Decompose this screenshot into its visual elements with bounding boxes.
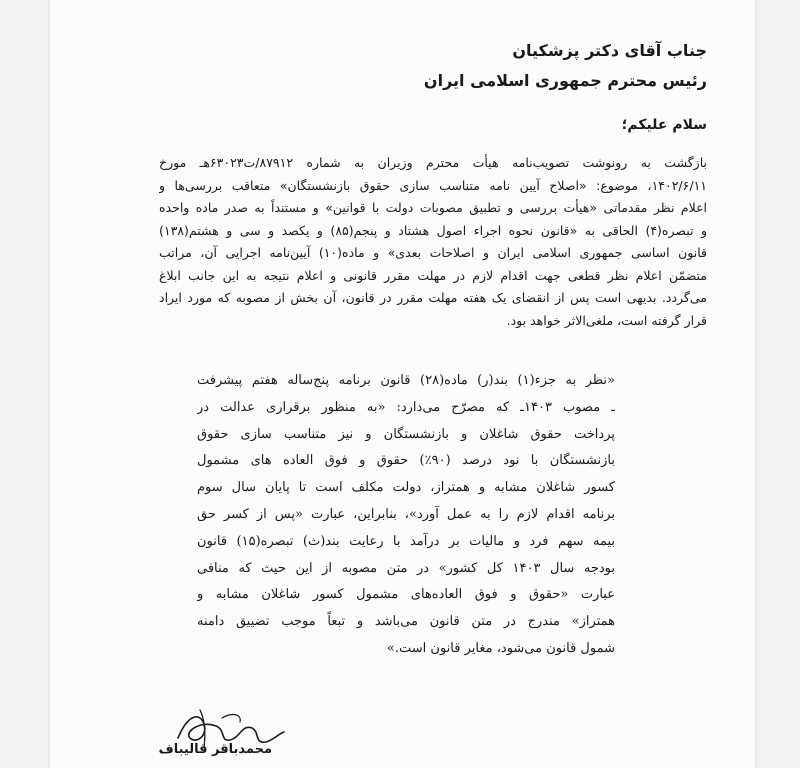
body-line: بازگشت به رونوشت تصویب‌نامه هیأت محترم وزیران به شماره ۸۷۹۱۲/ت۶۳۰۲۳هـ مورخ [159,155,707,170]
recipient-block [424,36,707,96]
quote-line: برنامه اقدام لازم را به عمل آورد»، بنابراین، عبارت «پس از کسر حق [197,506,615,522]
body-line: متضمّن اعلام نظر قطعی جهت اقدام لازم در مهلت مقرر قانونی و اعلام نتیجه به این جانب ابلاغ [159,267,707,283]
quote-line: بیمه سهم فرد و مالیات بر درآمد با رعایت بند(ث) تبصره(۱۵) قانون [197,533,615,549]
quote-line: پرداخت حقوق شاغلان و بازنشستگان و نیز متناسب سازی حقوق [197,426,615,442]
quote-line: «نظر به جزء(۱) بند(ر) ماده(۲۸) قانون برنامه پنج‌ساله هفتم پیشرفت [197,373,615,388]
greeting: سلام علیکم؛ [621,117,707,133]
body-line: ۱۴۰۲/۶/۱۱، موضوع: «اصلاح آیین نامه متناسب سازی حقوق بازنشستگان» متعاقب بررسی‌ها و [159,177,707,193]
body-line: و تبصره(۴) الحاقی به «قانون نحوه اجراء اصول هشتاد و پنجم(۸۵) و یکصد و سی و هشتم(۱۳۸) [159,222,707,238]
recipient-title: جناب آقای دکتر پزشکیان [512,41,707,60]
letter-page [50,0,755,768]
signature-block [160,712,300,768]
quote-line: عبارت «حقوق و فوق العاده‌های مشمول کسور شاغلان مشابه و [197,587,615,603]
body-line: قرار گرفته است، ملغی‌الاثر خواهد بود. [506,312,707,328]
body-line: اعلام نظر مقدماتی «هیأت بررسی و تطبیق مصوبات دولت با قوانین» و مستنداً به صدر ماده واحده [159,200,707,215]
recipient-position: رئیس محترم جمهوری اسلامی ایران [423,71,707,90]
quote-line: بازنشستگان با نود درصد (۹۰٪) حقوق و فوق العاده های مشمول [197,453,615,469]
body-paragraph [159,152,707,332]
body-line: می‌گردد. بدیهی است پس از انقضای یک هفته مهلت مقرر در قانون، آن بخش از مصوبه که مورد ایراد [159,290,707,305]
body-line: قانون اساسی جمهوری اسلامی ایران و اصلاحات بعدی» و ماده(۱۰) آیین‌نامه اجرایی آن، مراتب [159,245,707,260]
signer-name: محمدباقر قالیباف [158,742,272,757]
quote-line: همتراز» مندرج در متن قانون می‌باشد و تبعاً موجب تضییق دامنه [197,614,615,630]
quote-line: ـ مصوب ۱۴۰۳ـ که مصرّح می‌دارد: «به منظور برقراری عدالت در [197,399,615,415]
quote-line: کسور شاغلان مشابه و همتراز، دولت مکلف است تا پایان سال سوم [197,480,615,496]
quote-line: شمول قانون می‌شود، مغایر قانون است.» [386,640,615,656]
letter-content [50,0,755,768]
quote-line: بودجه سال ۱۴۰۳ کل کشور» در متن مصوبه از این حیث که منافی [197,560,615,576]
quoted-opinion [197,368,615,663]
